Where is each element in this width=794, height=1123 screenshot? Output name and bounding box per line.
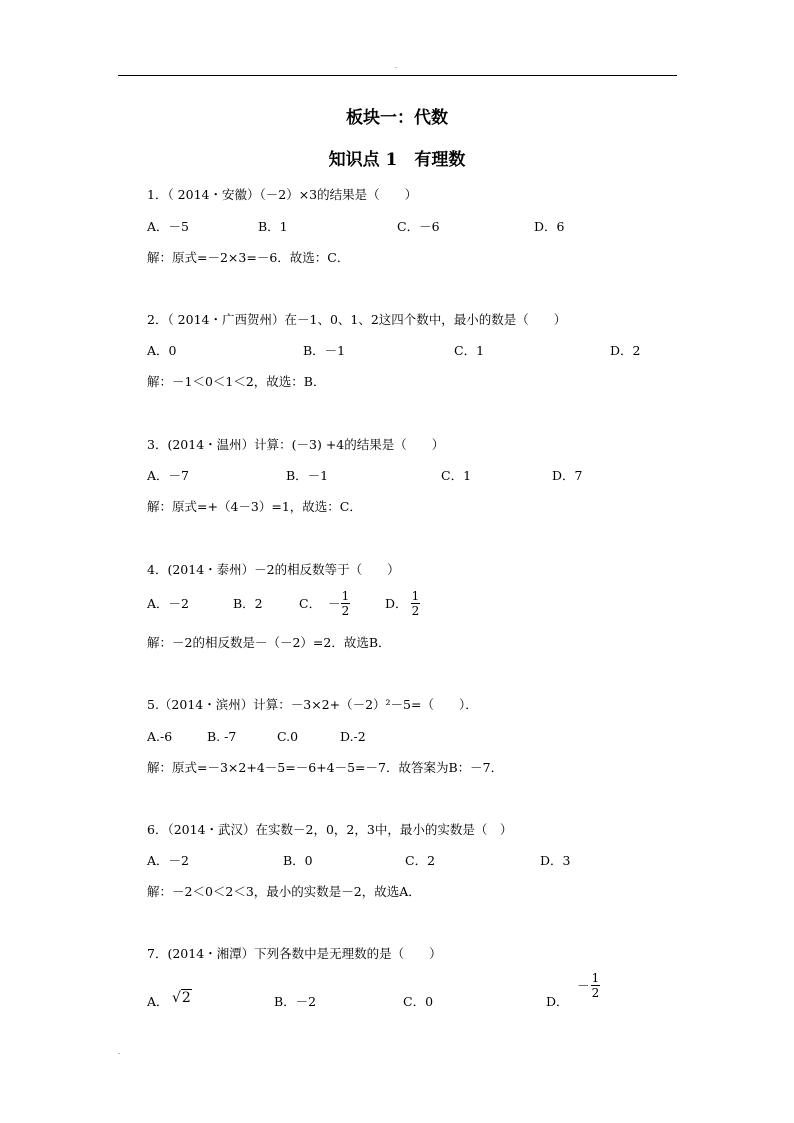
solution-1: 解：原式=－2×3=－6．故选：C．	[147, 250, 350, 265]
question-7: 7．(2014・湘潭）下列各数中是无理数的是（ ）	[147, 946, 442, 961]
q4-option-c-label: C．	[299, 596, 322, 611]
q3-option-b: B．－1	[286, 468, 329, 483]
solution-5: 解：原式=－3×2+4－5=－6+4－5=－7．故答案为B：－7．	[147, 760, 504, 775]
solution-3: 解：原式=+（4－3）=1，故选：C．	[147, 499, 362, 514]
q4-option-b: B．2	[233, 596, 263, 611]
q1-option-a: A．－5	[147, 219, 189, 234]
question-3: 3．(2014・温州）计算：(－3) +4的结果是（ ）	[147, 437, 445, 452]
q7-option-d-fraction	[591, 972, 600, 999]
topic-title: 知识点 1 有理数	[328, 150, 466, 170]
q4-option-d-label: D．	[385, 596, 408, 611]
q7-option-a-radicand: 2	[181, 990, 191, 1006]
q7-option-a-sqrt	[172, 989, 192, 1007]
q3-option-c: C．1	[441, 468, 472, 483]
q6-option-c: C．2	[405, 853, 436, 868]
header-rule	[118, 75, 677, 76]
q7-option-d-sign: －	[577, 978, 590, 993]
section-title: 板块一：代数	[346, 108, 448, 128]
question-4: 4．(2014・泰州）－2的相反数等于（ ）	[147, 562, 400, 577]
q4-option-c-denominator: 2	[341, 604, 350, 618]
q5-option-a: A.-6	[147, 729, 173, 744]
q4-option-d-denominator: 2	[411, 604, 420, 618]
question-6: 6．（2014・武汉）在实数－2，0，2，3中，最小的实数是（ ）	[147, 822, 513, 837]
q4-option-c-fraction	[341, 590, 350, 617]
question-2: 2．（ 2014・广西贺州）在－1、0、1、2这四个数中，最小的数是（ ）	[147, 312, 567, 327]
q2-option-c: C．1	[454, 343, 485, 358]
question-1: 1．（ 2014・安徽）（－2）×3的结果是（ ）	[147, 187, 418, 202]
q5-option-b: B. -7	[207, 729, 237, 744]
q6-option-b: B．0	[283, 853, 313, 868]
q7-option-b: B．－2	[274, 994, 317, 1009]
q2-option-d: D．2	[610, 343, 641, 358]
footer-mark: .	[118, 1047, 121, 1056]
q5-option-c: C.0	[277, 729, 299, 744]
q4-option-d-numerator: 1	[411, 589, 420, 603]
radical-sign: √	[172, 990, 181, 1006]
q4-option-a: A．－2	[147, 596, 189, 611]
q1-option-d: D．6	[534, 219, 565, 234]
q2-option-a: A．0	[147, 343, 177, 358]
q2-option-b: B．－1	[303, 343, 346, 358]
header-mark: .	[395, 61, 398, 70]
solution-2: 解：－1＜0＜1＜2，故选：B．	[147, 374, 326, 389]
q4-option-d-fraction	[411, 590, 420, 617]
q6-option-a: A．－2	[147, 853, 189, 868]
solution-4: 解：－2的相反数是－（－2）=2．故选B．	[147, 635, 391, 650]
q1-option-b: B．1	[258, 219, 288, 234]
q4-option-c-sign: －	[328, 596, 341, 611]
q7-option-c: C．0	[403, 994, 434, 1009]
question-5: 5.（2014・滨州）计算：－3×2+（－2）²－5=（ ）．	[147, 697, 478, 712]
q7-option-a-label: A．	[147, 994, 169, 1009]
q4-option-c-numerator: 1	[341, 589, 350, 603]
q3-option-d: D．7	[552, 468, 583, 483]
q1-option-c: C．－6	[397, 219, 440, 234]
q7-option-d-denominator: 2	[591, 986, 600, 1000]
solution-6: 解：－2＜0＜2＜3，最小的实数是－2，故选A．	[147, 884, 421, 899]
q7-option-d-numerator: 1	[591, 971, 600, 985]
q7-option-d-label: D．	[546, 994, 569, 1009]
q5-option-d: D.-2	[340, 729, 366, 744]
q6-option-d: D．3	[540, 853, 571, 868]
q3-option-a: A．－7	[147, 468, 189, 483]
